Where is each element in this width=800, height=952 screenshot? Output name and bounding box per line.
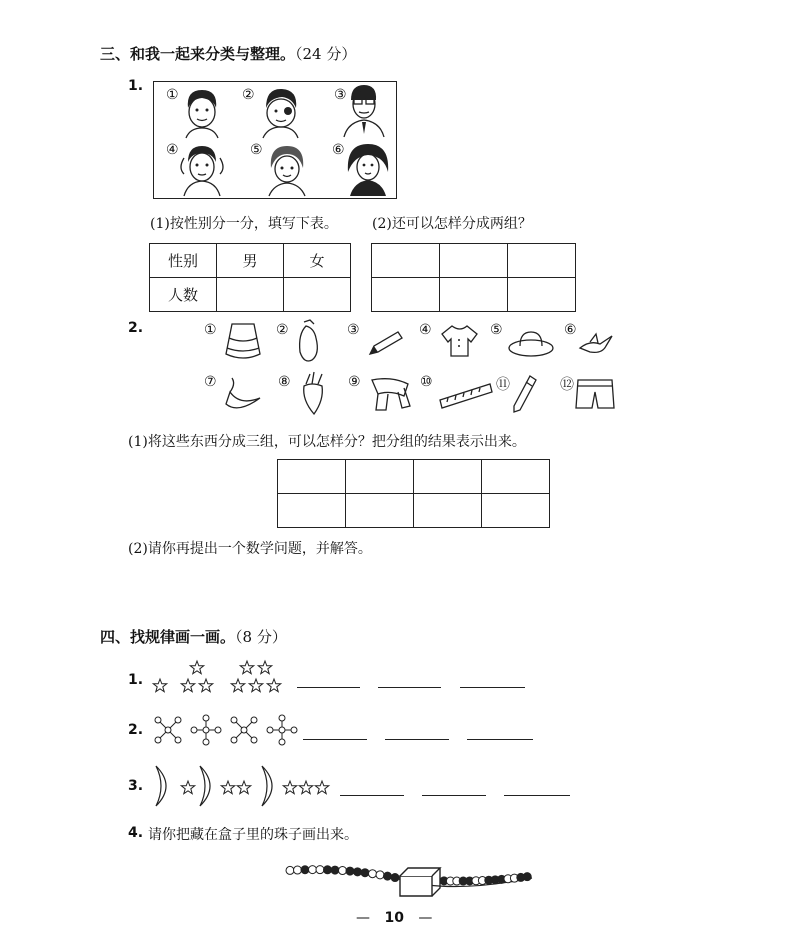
- black-bead: [361, 869, 369, 877]
- bird-icon: [576, 330, 616, 358]
- white-bead: [309, 866, 317, 874]
- three-group-table-row: [278, 460, 550, 494]
- obj-marker-8: ⑧: [278, 374, 291, 390]
- gender-table-header-cell: 女: [284, 244, 351, 278]
- footer-dash-left: —: [356, 910, 370, 926]
- gender-table-answer-cell[interactable]: [217, 278, 284, 312]
- black-bead: [301, 866, 309, 874]
- white-bead: [286, 866, 294, 874]
- two-group-table-row: [372, 244, 576, 278]
- flower-icon: [191, 715, 221, 745]
- two-group-cell[interactable]: [372, 278, 440, 312]
- gender-table-row-label: 人数: [150, 278, 217, 312]
- three-group-cell[interactable]: [278, 494, 346, 528]
- moon-star-pattern: [150, 764, 340, 808]
- flower-icon: [155, 717, 181, 743]
- two-group-table: [371, 243, 576, 312]
- obj-marker-9: ⑨: [348, 374, 361, 390]
- three-group-cell[interactable]: [346, 460, 414, 494]
- woman-portrait: [344, 142, 392, 196]
- flower-pattern: [150, 712, 300, 748]
- marker-5: ⑤: [250, 142, 263, 158]
- black-bead: [523, 873, 531, 881]
- boy-portrait-1: [180, 86, 224, 138]
- answer-blank[interactable]: [303, 739, 367, 740]
- gender-table-header-cell: 男: [217, 244, 284, 278]
- section4-title-text: 四、找规律画一画。: [100, 628, 236, 646]
- star-icon-group-2: [181, 661, 212, 692]
- two-group-cell[interactable]: [508, 278, 576, 312]
- q2-sub2-text: (2)请你再提出一个数学问题，并解答。: [128, 541, 372, 557]
- two-group-cell[interactable]: [372, 244, 440, 278]
- three-group-cell[interactable]: [278, 460, 346, 494]
- moon-icon: [262, 766, 272, 806]
- three-group-cell[interactable]: [346, 494, 414, 528]
- girl-portrait-1: [176, 140, 228, 196]
- answer-blank[interactable]: [467, 739, 533, 740]
- three-group-table: [277, 459, 550, 528]
- gender-table-header-row: [150, 244, 351, 278]
- two-group-cell[interactable]: [440, 244, 508, 278]
- three-group-table-row: [278, 494, 550, 528]
- gender-table: [149, 243, 351, 312]
- black-bead: [324, 866, 332, 874]
- section3-points: （24 分）: [295, 45, 357, 63]
- eggplant-icon: [294, 318, 324, 366]
- moon-icon: [200, 766, 210, 806]
- radish-icon: [296, 370, 330, 416]
- obj-marker-10: ⑩: [420, 374, 433, 390]
- answer-blank[interactable]: [385, 739, 449, 740]
- gender-table-answer-cell[interactable]: [284, 278, 351, 312]
- boy-portrait-2: [258, 86, 304, 138]
- beads-right: [440, 873, 531, 885]
- q1-sub2-text: (2)还可以怎样分成两组？: [372, 216, 532, 232]
- obj-marker-11: ⑪: [496, 377, 510, 393]
- girl-portrait-2: [264, 142, 310, 196]
- obj-marker-7: ⑦: [204, 374, 217, 390]
- section3-title-text: 三、和我一起来分类与整理。: [100, 45, 296, 63]
- hat-icon: [506, 326, 556, 360]
- three-group-cell[interactable]: [414, 460, 482, 494]
- obj-marker-5: ⑤: [490, 322, 503, 338]
- two-group-table-row: [372, 278, 576, 312]
- marker-4: ④: [166, 142, 179, 158]
- man-portrait: [340, 82, 386, 138]
- s4-q1-number: 1.: [128, 672, 144, 688]
- q2-number: 2.: [128, 320, 144, 336]
- three-group-cell[interactable]: [414, 494, 482, 528]
- white-bead: [316, 866, 324, 874]
- marker-1: ①: [166, 87, 179, 103]
- three-group-cell[interactable]: [482, 460, 550, 494]
- answer-blank[interactable]: [340, 795, 404, 796]
- skirt-icon: [222, 320, 264, 362]
- objects-area: [190, 318, 620, 418]
- s4-q4-number: 4.: [128, 825, 144, 841]
- marker-3: ③: [334, 87, 347, 103]
- box-icon: [400, 868, 440, 896]
- obj-marker-3: ③: [347, 322, 360, 338]
- star-icon-group-3: [231, 661, 280, 692]
- bead-string: [282, 858, 538, 902]
- obj-marker-12: ⑫: [560, 377, 574, 393]
- flower-icon: [267, 715, 297, 745]
- obj-marker-6: ⑥: [564, 322, 577, 338]
- white-bead: [294, 866, 302, 874]
- black-bead: [346, 867, 354, 875]
- obj-marker-1: ①: [204, 322, 217, 338]
- answer-blank[interactable]: [297, 687, 360, 688]
- white-bead: [369, 870, 377, 878]
- marker-2: ②: [242, 87, 255, 103]
- obj-marker-2: ②: [276, 322, 289, 338]
- pencil-icon: [366, 328, 406, 358]
- marker-pen-icon: [510, 372, 540, 416]
- beads-left: [286, 866, 399, 882]
- section4-title: [100, 626, 287, 647]
- q2-sub1-text: (1)将这些东西分成三组，可以怎样分？把分组的结果表示出来。: [128, 434, 526, 450]
- page-number: 10: [384, 910, 404, 926]
- gender-table-header-cell: 性别: [150, 244, 217, 278]
- shorts-icon: [572, 376, 618, 414]
- q1-sub1-text: (1)按性别分一分，填写下表。: [150, 216, 338, 232]
- shirt-icon: [438, 322, 480, 360]
- banana-icon: [218, 374, 266, 414]
- star-pattern: [150, 656, 295, 696]
- q1-number: 1.: [128, 78, 144, 94]
- answer-blank[interactable]: [378, 687, 441, 688]
- marker-6: ⑥: [332, 142, 345, 158]
- section4-points: （8 分）: [235, 628, 287, 646]
- answer-blank[interactable]: [460, 687, 525, 688]
- moon-icon: [156, 766, 166, 806]
- answer-blank[interactable]: [504, 795, 570, 796]
- footer-dash-right: —: [418, 910, 433, 926]
- obj-marker-4: ④: [419, 322, 432, 338]
- answer-blank[interactable]: [422, 795, 486, 796]
- ruler-icon: [436, 376, 496, 410]
- black-bead: [331, 866, 339, 874]
- flower-icon: [231, 717, 257, 743]
- two-group-cell[interactable]: [508, 244, 576, 278]
- black-bead: [384, 872, 392, 880]
- black-bead: [354, 868, 362, 876]
- s4-q3-number: 3.: [128, 778, 144, 794]
- black-bead: [391, 874, 399, 882]
- white-bead: [376, 871, 384, 879]
- two-group-cell[interactable]: [440, 278, 508, 312]
- portraits-box: [153, 81, 397, 199]
- s4-q2-number: 2.: [128, 722, 144, 738]
- white-bead: [339, 867, 347, 875]
- star-icon-group-1: [153, 679, 166, 692]
- page-footer: [356, 910, 432, 926]
- gender-table-count-row: [150, 278, 351, 312]
- section3-title: [100, 43, 356, 64]
- s4-q4-text: 请你把藏在盒子里的珠子画出来。: [148, 827, 358, 843]
- three-group-cell[interactable]: [482, 494, 550, 528]
- scarf-icon: [368, 374, 414, 414]
